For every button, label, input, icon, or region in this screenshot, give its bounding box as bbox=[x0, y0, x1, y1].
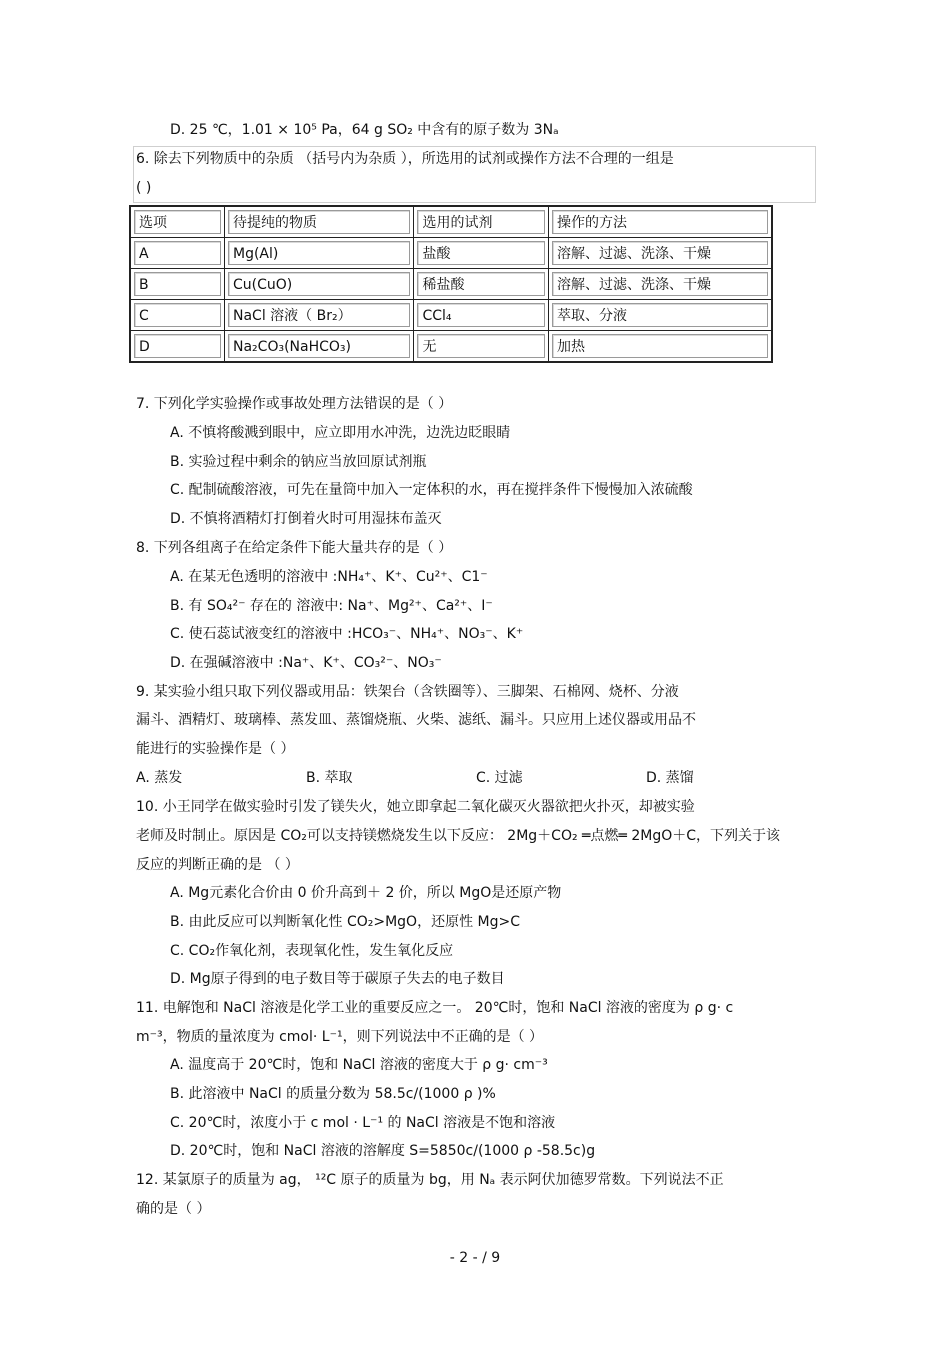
table-row bbox=[130, 331, 772, 363]
table-cell: Cu(CuO) bbox=[228, 272, 410, 296]
q9-option-c: C. 过滤 bbox=[476, 770, 523, 786]
q8-option-c: C. 使石蕊试液变红的溶液中 :HCO₃⁻、NH₄⁺、NO₃⁻、K⁺ bbox=[170, 626, 524, 642]
table-cell: Mg(Al) bbox=[228, 241, 410, 265]
q10-option-b: B. 由此反应可以判断氧化性 CO₂>MgO，还原性 Mg>C bbox=[170, 914, 520, 930]
q7-option-d: D. 不慎将酒精灯打倒着火时可用湿抹布盖灭 bbox=[170, 511, 442, 527]
q10-option-c: C. CO₂作氧化剂，表现氧化性，发生氧化反应 bbox=[170, 943, 454, 959]
q12-stem-line-1: 12. 某氯原子的质量为 ag， ¹²C 原子的质量为 bg，用 Nₐ 表示阿伏加德罗常数。下列说法不正 bbox=[136, 1172, 724, 1188]
q10-stem-line-2: 老师及时制止。原因是 CO₂可以支持镁燃烧发生以下反应： 2Mg＋CO₂ ═点燃═ 2MgO＋C，下列关于该 bbox=[136, 828, 781, 844]
table-cell: 稀盐酸 bbox=[417, 272, 545, 296]
q10-option-d: D. Mg原子得到的电子数目等于碳原子失去的电子数目 bbox=[170, 971, 505, 987]
table-cell: 加热 bbox=[552, 334, 768, 358]
q5-option-d: D. 25 ℃，1.01 × 10⁵ Pa，64 g SO₂ 中含有的原子数为 3Nₐ bbox=[170, 122, 559, 138]
q8-stem: 8. 下列各组离子在给定条件下能大量共存的是（ ） bbox=[136, 540, 453, 556]
table-cell: CCl₄ bbox=[417, 303, 545, 327]
q9-option-a: A. 蒸发 bbox=[136, 770, 183, 786]
page-number: - 2 - / 9 bbox=[449, 1250, 501, 1266]
q11-stem-line-2: m⁻³，物质的量浓度为 cmol· L⁻¹，则下列说法中不正确的是（ ） bbox=[136, 1029, 544, 1045]
q11-option-b: B. 此溶液中 NaCl 的质量分数为 58.5c/(1000 ρ )% bbox=[170, 1086, 496, 1102]
table-header-cell: 待提纯的物质 bbox=[228, 210, 410, 234]
q11-option-c: C. 20℃时，浓度小于 c mol · L⁻¹ 的 NaCl 溶液是不饱和溶液 bbox=[170, 1115, 556, 1131]
q9-stem-line-2: 漏斗、酒精灯、玻璃棒、蒸发皿、蒸馏烧瓶、火柴、滤纸、漏斗。只应用上述仪器或用品不 bbox=[136, 712, 696, 728]
table-row bbox=[130, 238, 772, 269]
table-header-cell: 操作的方法 bbox=[552, 210, 768, 234]
q12-stem-line-2: 确的是（ ） bbox=[136, 1201, 211, 1217]
table-cell: 无 bbox=[417, 334, 545, 358]
q7-option-b: B. 实验过程中剩余的钠应当放回原试剂瓶 bbox=[170, 454, 427, 470]
table-cell: B bbox=[134, 272, 221, 296]
q7-stem: 7. 下列化学实验操作或事故处理方法错误的是（ ） bbox=[136, 396, 453, 412]
q6-answer-blank: ( ) bbox=[136, 180, 152, 196]
table-row bbox=[130, 269, 772, 300]
q9-option-b: B. 萃取 bbox=[306, 770, 353, 786]
table-cell: Na₂CO₃(NaHCO₃) bbox=[228, 334, 410, 358]
q11-option-d: D. 20℃时，饱和 NaCl 溶液的溶解度 S=5850c/(1000 ρ -58.5c)g bbox=[170, 1143, 596, 1159]
table-header-cell: 选用的试剂 bbox=[417, 210, 545, 234]
table-cell: 溶解、过滤、洗涤、干燥 bbox=[552, 241, 768, 265]
table-cell: A bbox=[134, 241, 221, 265]
q9-stem-line-1: 9. 某实验小组只取下列仪器或用品：铁架台（含铁圈等）、三脚架、石棉网、烧杯、分液 bbox=[136, 684, 679, 700]
q7-option-a: A. 不慎将酸溅到眼中，应立即用水冲洗，边洗边眨眼睛 bbox=[170, 425, 511, 441]
table-header-row bbox=[130, 206, 772, 238]
table-cell: 萃取、分液 bbox=[552, 303, 768, 327]
table-cell: C bbox=[134, 303, 221, 327]
q10-stem-line-1: 10. 小王同学在做实验时引发了镁失火，她立即拿起二氧化碳灭火器欲把火扑灭，却被实验 bbox=[136, 799, 695, 815]
table-row bbox=[130, 300, 772, 331]
table-header-cell: 选项 bbox=[134, 210, 221, 234]
q7-option-c: C. 配制硫酸溶液，可先在量筒中加入一定体积的水，再在搅拌条件下慢慢加入浓硫酸 bbox=[170, 482, 693, 498]
q10-stem-line-3: 反应的判断正确的是 （ ） bbox=[136, 857, 299, 873]
q8-option-a: A. 在某无色透明的溶液中 :NH₄⁺、K⁺、Cu²⁺、C1⁻ bbox=[170, 569, 488, 585]
q6-options-table bbox=[129, 205, 773, 363]
table-cell: NaCl 溶液（ Br₂） bbox=[228, 303, 410, 327]
q8-option-b: B. 有 SO₄²⁻ 存在的 溶液中: Na⁺、Mg²⁺、Ca²⁺、I⁻ bbox=[170, 598, 493, 614]
q6-stem: 6. 除去下列物质中的杂质 （括号内为杂质 ），所选用的试剂或操作方法不合理的一组是 bbox=[136, 151, 674, 167]
table-cell: 盐酸 bbox=[417, 241, 545, 265]
q8-option-d: D. 在强碱溶液中 :Na⁺、K⁺、CO₃²⁻、NO₃⁻ bbox=[170, 655, 442, 671]
q9-option-d: D. 蒸馏 bbox=[646, 770, 694, 786]
q9-stem-line-3: 能进行的实验操作是（ ） bbox=[136, 741, 295, 757]
table-cell: D bbox=[134, 334, 221, 358]
q11-option-a: A. 温度高于 20℃时，饱和 NaCl 溶液的密度大于 ρ g· cm⁻³ bbox=[170, 1057, 548, 1073]
q11-stem-line-1: 11. 电解饱和 NaCl 溶液是化学工业的重要反应之一。 20℃时，饱和 NaCl 溶液的密度为 ρ g· c bbox=[136, 1000, 734, 1016]
table-cell: 溶解、过滤、洗涤、干燥 bbox=[552, 272, 768, 296]
q10-option-a: A. Mg元素化合价由 0 价升高到＋ 2 价，所以 MgO是还原产物 bbox=[170, 885, 562, 901]
